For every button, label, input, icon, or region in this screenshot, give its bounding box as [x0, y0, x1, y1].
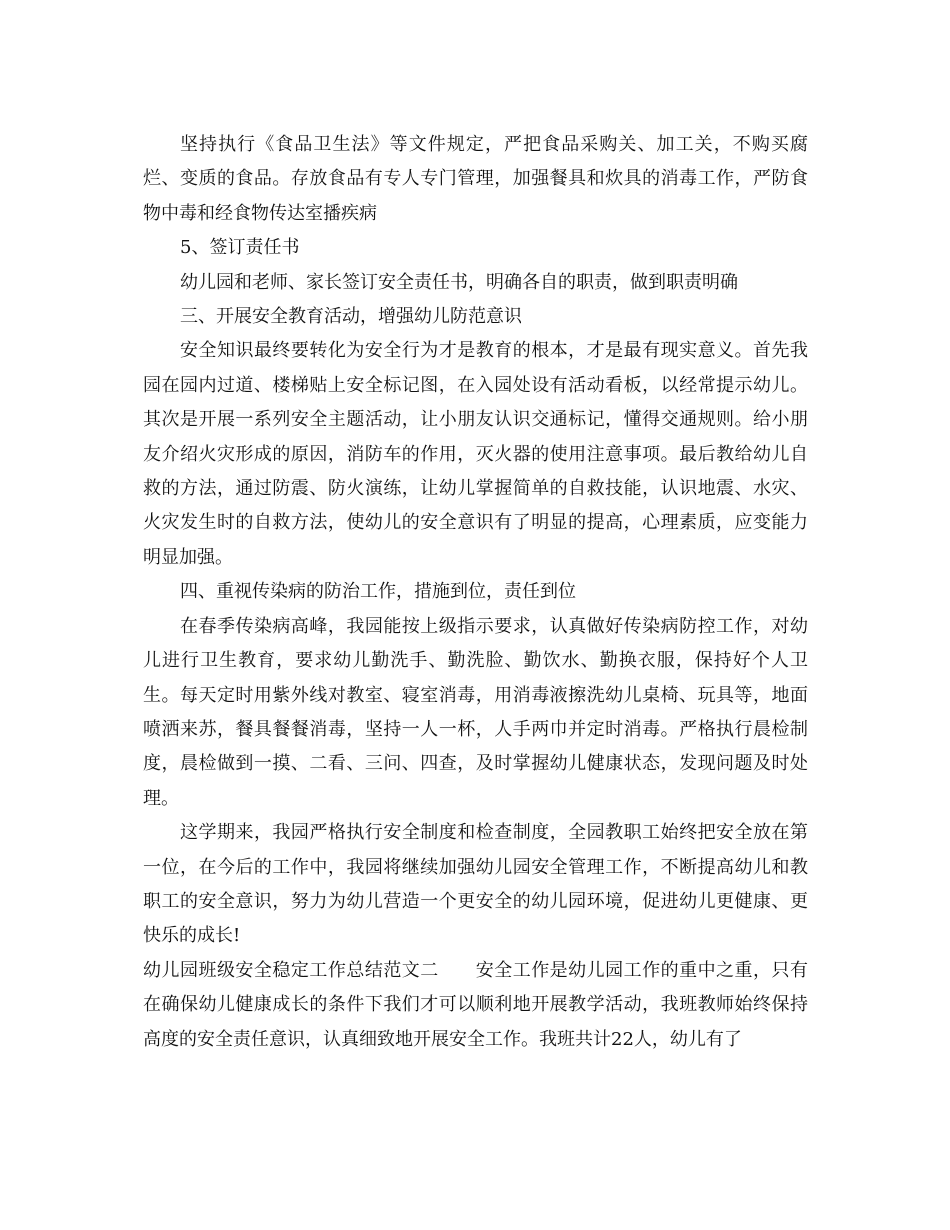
paragraph-sign-responsibility: 幼儿园和老师、家长签订安全责任书，明确各自的职责，做到职责明确: [180, 271, 738, 293]
document-body: [143, 128, 808, 1057]
section-heading-safety-education: 三、开展安全教育活动，增强幼儿防范意识: [180, 306, 522, 328]
paragraph-sign-responsibility-heading: 5、签订责任书: [180, 237, 300, 259]
paragraph-food-safety: 坚持执行《食品卫生法》等文件规定，严把食品采购关、加工关，不购买腐烂、变质的食品。存放食品有专人专门管理，加强餐具和炊具的消毒工作，严防食物中毒和经食物传达室播疾病: [143, 134, 808, 224]
section-heading-disease-prevention: 四、重视传染病的防治工作，措施到位，责任到位: [180, 581, 576, 603]
paragraph-disease-prevention: 在春季传染病高峰，我园能按上级指示要求，认真做好传染病防控工作，对幼儿进行卫生教育，要求幼儿勤洗手、勤洗脸、勤饮水、勤换衣服，保持好个人卫生。每天定时用紫外线对教室、寝室消毒，用消毒液擦洗幼儿桌椅、玩具等，地面喷洒来苏，餐具餐餐消毒，坚持一人一杯，人手两巾并定时消毒。严格执行晨检制度，晨检做到一摸、二看、三问、四查，及时掌握幼儿健康状态，发现问题及时处理。: [143, 615, 808, 809]
paragraph-semester-summary: 这学期来，我园严格执行安全制度和检查制度，全园教职工始终把安全放在第一位，在今后的工作中，我园将继续加强幼儿园安全管理工作，不断提高幼儿和教职工的安全意识，努力为幼儿营造一个更安全的幼儿园环境，促进幼儿更健康、更快乐的成长!: [143, 822, 808, 947]
paragraph-safety-education: 安全知识最终要转化为安全行为才是教育的根本，才是最有现实意义。首先我园在园内过道、楼梯贴上安全标记图，在入园处设有活动看板，以经常提示幼儿。其次是开展一系列安全主题活动，让小朋友认识交通标记，懂得交通规则。给小朋友介绍火灾形成的原因，消防车的作用，灭火器的使用注意事项。最后教给幼儿自救的方法，通过防震、防火演练，让幼儿掌握简单的自救技能，认识地震、水灾、火灾发生时的自救方法，使幼儿的安全意识有了明显的提高，心理素质，应变能力明显加强。: [143, 340, 808, 568]
paragraph-sample-two: 幼儿园班级安全稳定工作总结范文二 安全工作是幼儿园工作的重中之重，只有在确保幼儿健康成长的条件下我们才可以顺利地开展教学活动，我班教师始终保持高度的安全责任意识，认真细致地开展安全工作。我班共计22人，幼儿有了: [143, 959, 808, 1050]
